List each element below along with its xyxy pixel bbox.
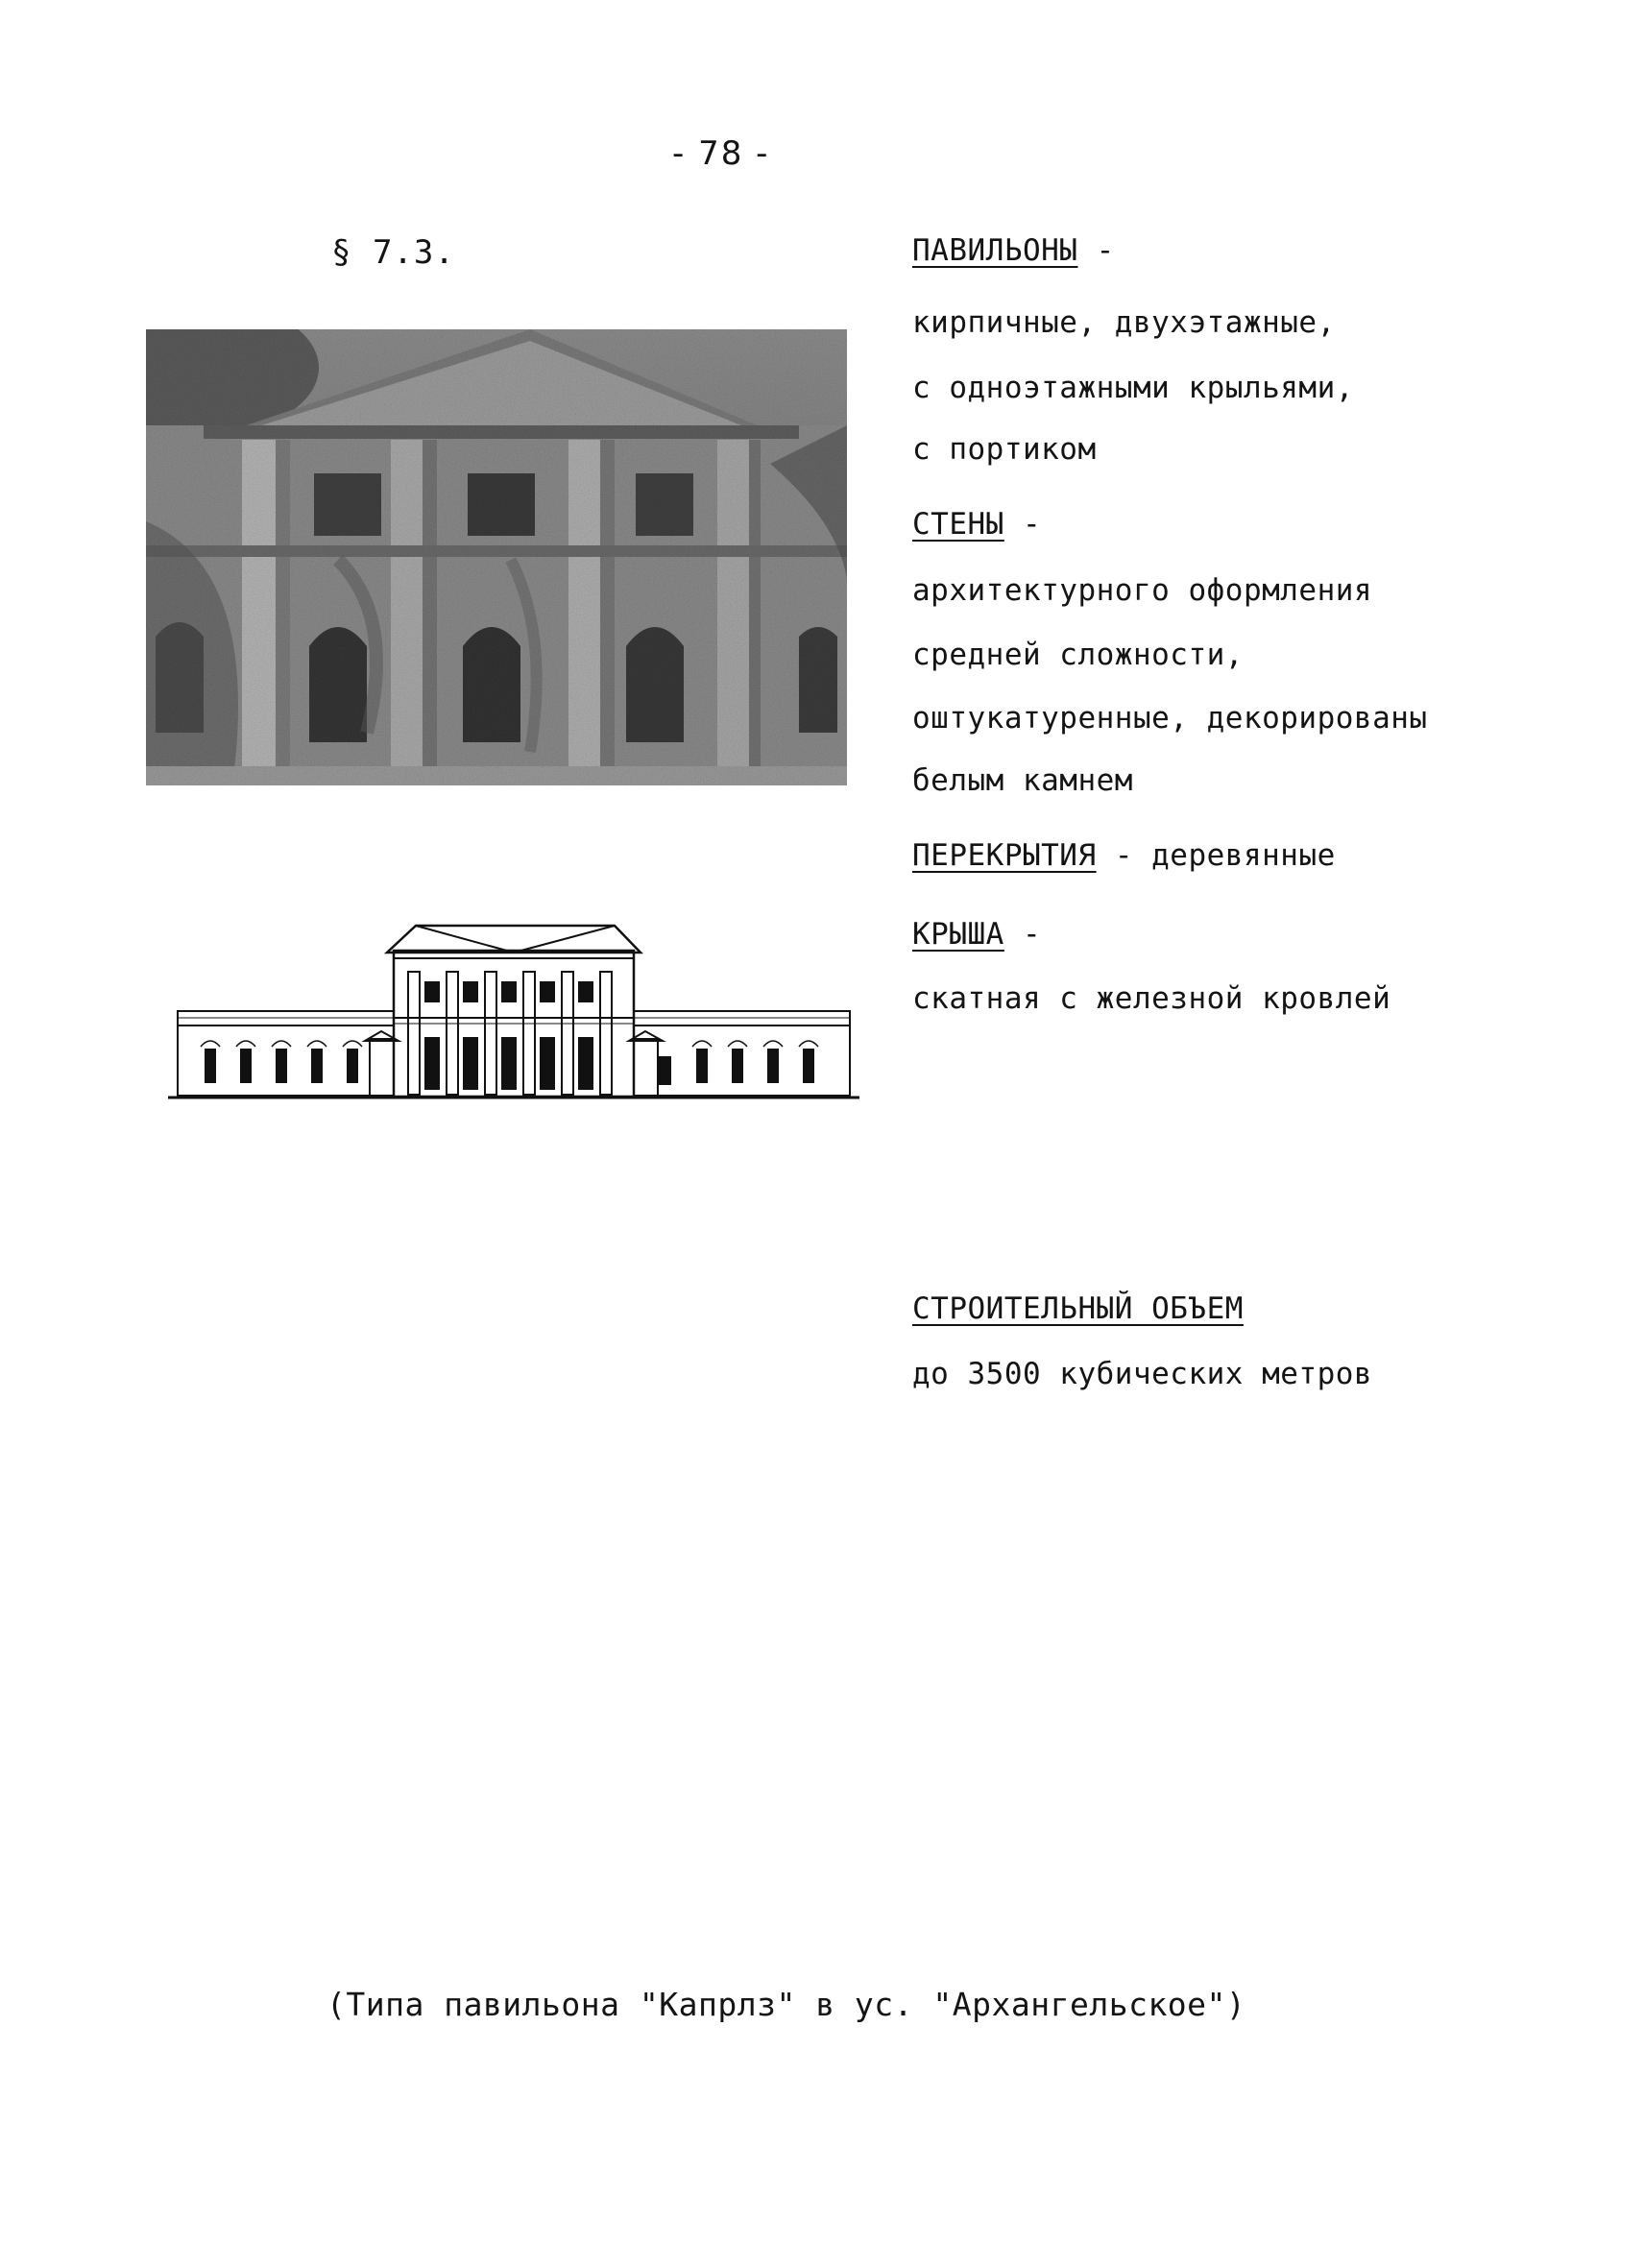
roof-line-1: скатная с железной кровлей: [912, 981, 1391, 1016]
pavilion-photo: [146, 329, 847, 785]
walls-heading: СТЕНЫ: [912, 507, 1004, 542]
volume-line-1: до 3500 кубических метров: [912, 1357, 1373, 1391]
caption: (Типа павильона "Капрлз" в ус. "Архангельское"): [326, 1986, 1246, 2023]
roof-heading: КРЫША: [912, 917, 1004, 952]
floors-text: - деревянные: [1114, 838, 1336, 873]
facade-drawing: [168, 912, 859, 1104]
page-number: - 78 -: [672, 134, 770, 173]
pavilions-line-2: с одноэтажными крыльями,: [912, 371, 1354, 405]
floors-heading: ПЕРЕКРЫТИЯ: [912, 838, 1097, 873]
pavilions-line-3: с портиком: [912, 432, 1097, 467]
walls-line-3: оштукатуренные, декорированы: [912, 701, 1428, 736]
section-number: § 7.3.: [331, 233, 455, 272]
pavilions-line-1: кирпичные, двухэтажные,: [912, 305, 1336, 340]
walls-line-1: архитектурного оформления: [912, 573, 1373, 608]
roof-dash: -: [1023, 917, 1042, 952]
walls-line-4: белым камнем: [912, 763, 1133, 798]
pavilions-dash: -: [1096, 233, 1115, 268]
walls-line-2: средней сложности,: [912, 638, 1244, 672]
volume-heading: СТРОИТЕЛЬНЫЙ ОБЪЕМ: [912, 1291, 1244, 1326]
walls-heading-line: [912, 507, 1041, 542]
roof-heading-line: [912, 917, 1041, 952]
walls-dash: -: [1023, 507, 1042, 542]
pavilions-heading: ПАВИЛЬОНЫ: [912, 233, 1078, 268]
floors-line: [912, 838, 1336, 873]
volume-heading-line: [912, 1291, 1244, 1326]
pavilions-heading-line: [912, 233, 1115, 268]
